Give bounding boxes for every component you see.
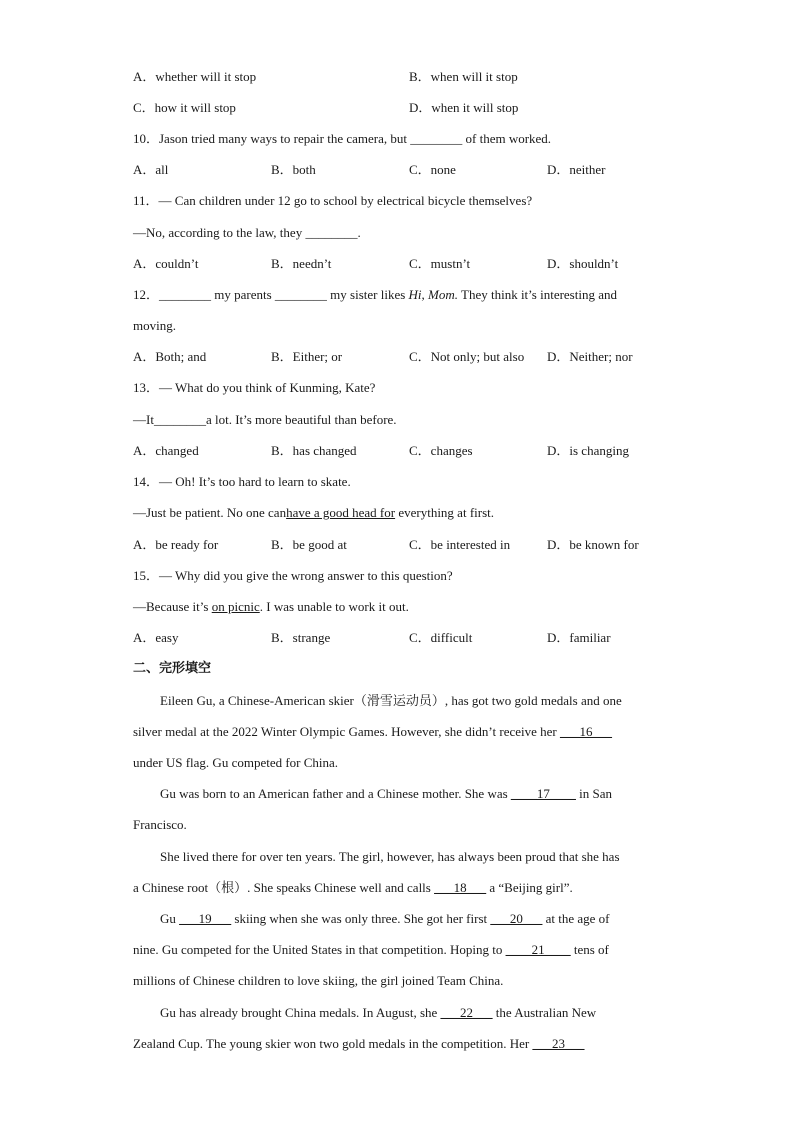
q11-answer-line: —No, according to the law, they ________. <box>133 225 361 240</box>
q14-option-d: D．be known for <box>547 537 639 552</box>
q9-option-c: C．how it will stop <box>133 100 236 115</box>
q12-option-b: B．Either; or <box>271 349 343 364</box>
q11-stem: 11．— Can children under 12 go to school by electrical bicycle themselves? <box>133 193 533 208</box>
q14-option-a: A．be ready for <box>133 537 219 552</box>
q15-option-b: B．strange <box>271 630 331 645</box>
q10-option-b: B．both <box>271 162 316 177</box>
q15-option-c: C．difficult <box>409 630 473 645</box>
q13-option-c: C．changes <box>409 443 473 458</box>
q10-option-c: C．none <box>409 162 456 177</box>
q13-option-a: A．changed <box>133 443 199 458</box>
q14-answer-line: —Just be patient. No one canhave a good head for everything at first. <box>133 505 495 520</box>
q15-option-a: A．easy <box>133 630 179 645</box>
q10-option-a: A．all <box>133 162 169 177</box>
passage-line: Gu has already brought China medals. In August, she ___22___ the Australian New <box>160 1005 597 1020</box>
passage-line: millions of Chinese children to love skiing, the girl joined Team China. <box>133 973 504 988</box>
q14-stem: 14．— Oh! It’s too hard to learn to skate. <box>133 474 351 489</box>
passage-line: under US flag. Gu competed for China. <box>133 755 339 770</box>
q13-stem: 13．— What do you think of Kunming, Kate? <box>133 380 376 395</box>
q12-option-d: D．Neither; nor <box>547 349 633 364</box>
q12-option-a: A．Both; and <box>133 349 207 364</box>
q12-option-c: C．Not only; but also <box>409 349 525 364</box>
q11-option-d: D．shouldn’t <box>547 256 619 271</box>
passage-line: Zealand Cup. The young skier won two gold medals in the competition. Her ___23___ <box>133 1036 585 1051</box>
blank-20: ___20___ <box>490 911 543 926</box>
q14-option-b: B．be good at <box>271 537 347 552</box>
q9-option-a: A．whether will it stop <box>133 69 257 84</box>
blank-22: ___22___ <box>440 1005 493 1020</box>
passage-line: Gu was born to an American father and a Chinese mother. She was ____17____ in San <box>160 786 613 801</box>
blank-18: ___18___ <box>434 880 487 895</box>
section-heading: 二、完形填空 <box>133 661 212 676</box>
movie-title: Hi, Mom. <box>408 287 458 302</box>
blank-17: ____17____ <box>510 786 576 801</box>
q13-answer-line: —It________a lot. It’s more beautiful than before. <box>133 412 397 427</box>
passage-line: nine. Gu competed for the United States in that competition. Hoping to ____21____ tens of <box>133 942 609 957</box>
blank-23: ___23___ <box>532 1036 585 1051</box>
q11-option-c: C．mustn’t <box>409 256 471 271</box>
passage-line: She lived there for over ten years. The girl, however, has always been proud that she has <box>160 849 620 864</box>
q9-option-d: D．when it will stop <box>409 100 519 115</box>
underlined-phrase: on picnic <box>211 599 260 614</box>
q11-option-b: B．needn’t <box>271 256 332 271</box>
q15-stem: 15．— Why did you give the wrong answer to this question? <box>133 568 453 583</box>
q14-option-c: C．be interested in <box>409 537 511 552</box>
underlined-phrase: have a good head for <box>286 505 396 520</box>
q10-option-d: D．neither <box>547 162 606 177</box>
passage-line: silver medal at the 2022 Winter Olympic Games. However, she didn’t receive her ___16___ <box>133 724 612 739</box>
q12-stem: 12．________ my parents ________ my sister likes Hi, Mom. They think it’s interesting and <box>133 287 617 302</box>
q9-option-b: B．when will it stop <box>409 69 518 84</box>
blank-21: ____21____ <box>505 942 571 957</box>
q12-stem-cont: moving. <box>133 318 176 333</box>
q15-option-d: D．familiar <box>547 630 611 645</box>
passage-line: Gu ___19___ skiing when she was only three. She got her first ___20___ at the age of <box>160 911 610 926</box>
q10-stem: 10．Jason tried many ways to repair the camera, but ________ of them worked. <box>133 131 552 146</box>
blank-19: ___19___ <box>179 911 232 926</box>
q13-option-d: D．is changing <box>547 443 629 458</box>
q11-option-a: A．couldn’t <box>133 256 199 271</box>
passage-line: Francisco. <box>133 817 187 832</box>
passage-line: a Chinese root（根）. She speaks Chinese well and calls ___18___ a “Beijing girl”. <box>133 880 573 895</box>
passage-line: Eileen Gu, a Chinese-American skier（滑雪运动员）, has got two gold medals and one <box>160 693 622 708</box>
q15-answer-line: —Because it’s on picnic. I was unable to work it out. <box>133 599 409 614</box>
blank-16: ___16___ <box>559 724 612 739</box>
q13-option-b: B．has changed <box>271 443 357 458</box>
